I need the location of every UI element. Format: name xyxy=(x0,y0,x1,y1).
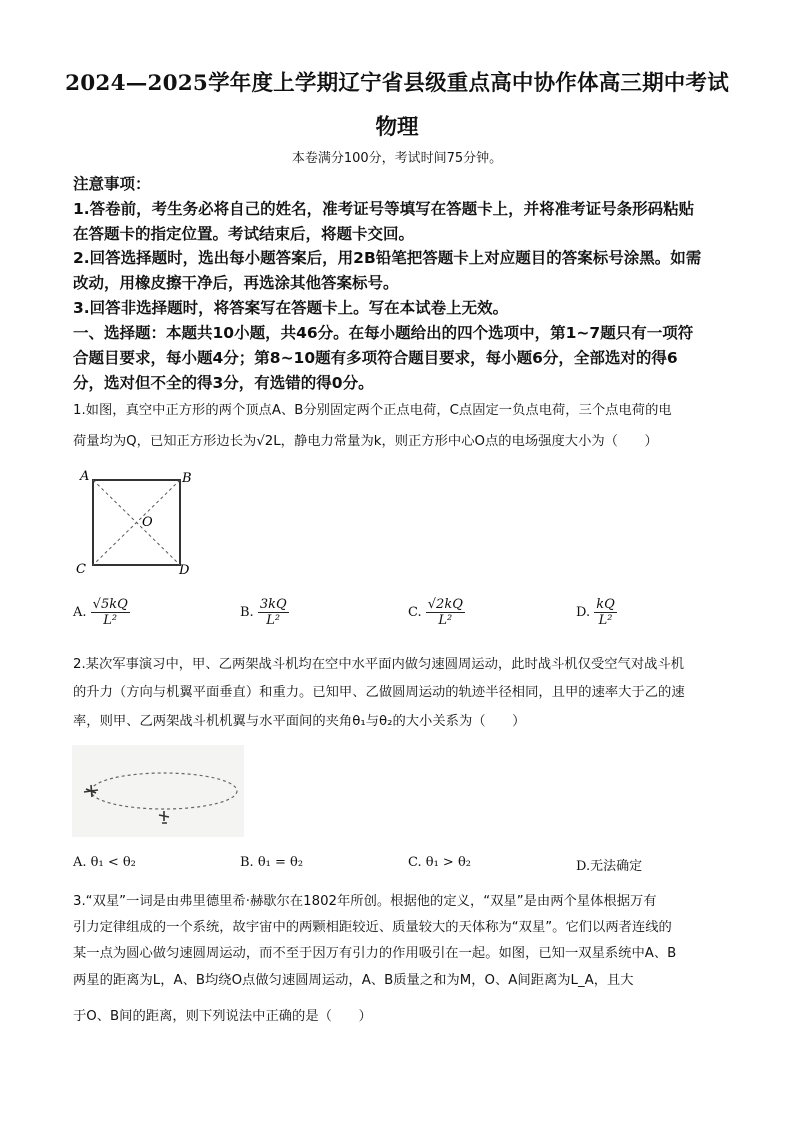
q3-line-1: 3.“双星”一词是由弗里德里希·赫歇尔在1802年所创。根据他的定义，“双星”是由两个星体根据万有 xyxy=(73,894,657,909)
q2-option-a[interactable]: A. θ₁ < θ₂ xyxy=(73,855,136,870)
fraction-denominator: L² xyxy=(598,613,613,628)
option-key: C. xyxy=(408,605,422,620)
section1-line-2: 合题目要求，每小题4分；第8~10题有多项符合题目要求，每小题6分，全部选对的得6 xyxy=(73,349,678,367)
q1-square-figure xyxy=(72,466,197,581)
notes-line-4: 改动，用橡皮擦干净后，再选涂其他答案标号。 xyxy=(73,274,399,292)
q2-line-1: 2.某次军事演习中，甲、乙两架战斗机均在空中水平面内做匀速圆周运动，此时战斗机仅受空气对战斗机 xyxy=(73,657,685,672)
section1-line-3: 分，选对但不全的得3分，有选错的得0分。 xyxy=(73,374,374,392)
fraction-denominator: L² xyxy=(266,613,281,628)
fraction-denominator: L² xyxy=(103,613,118,628)
notes-heading: 注意事项： xyxy=(73,175,151,193)
notes-line-1: 1.答卷前，考生务必将自己的姓名，准考证号等填写在答题卡上，并将准考证号条形码粘贴 xyxy=(73,200,695,218)
vertex-label-b: B xyxy=(182,471,192,486)
vertex-label-c: C xyxy=(76,562,86,577)
notes-line-5: 3.回答非选择题时，将答案写在答题卡上。写在本试卷上无效。 xyxy=(73,299,509,317)
q1-option-b[interactable] xyxy=(240,597,289,628)
section1-line-1: 一、选择题：本题共10小题，共46分。在每小题给出的四个选项中，第1~7题只有一项符 xyxy=(73,324,694,342)
vertex-label-a: A xyxy=(80,469,90,484)
fraction-denominator: L² xyxy=(438,613,453,628)
q3-line-5: 于O、B间的距离，则下列说法中正确的是（ ） xyxy=(73,1009,372,1024)
notes-line-2: 在答题卡的指定位置。考试结束后，将题卡交回。 xyxy=(73,225,415,243)
option-key: B. xyxy=(240,605,254,620)
q1-option-d[interactable] xyxy=(576,597,617,628)
option-fraction xyxy=(594,597,617,628)
q3-line-2: 引力定律组成的一个系统，故宇宙中的两颗相距较近、质量较大的天体称为“双星”。它们以两者连线的 xyxy=(73,920,672,935)
fraction-numerator: kQ xyxy=(596,597,615,612)
q2-line-3: 率，则甲、乙两架战斗机机翼与水平面间的夹角θ₁与θ₂的大小关系为（ ） xyxy=(73,714,526,729)
q2-orbit-figure xyxy=(72,745,244,837)
q1-line-2: 荷量均为Q，已知正方形边长为√2L，静电力常量为k，则正方形中心O点的电场强度大小为（ ） xyxy=(73,434,658,449)
option-key: D. xyxy=(576,605,591,620)
option-fraction xyxy=(91,597,130,628)
exam-title: 2024—2025学年度上学期辽宁省县级重点高中协作体高三期中考试 xyxy=(65,71,729,96)
vertex-label-d: D xyxy=(179,563,190,578)
exam-subject: 物理 xyxy=(375,115,419,140)
q2-option-b[interactable]: B. θ₁ = θ₂ xyxy=(240,855,304,870)
q2-option-d[interactable]: D.无法确定 xyxy=(576,859,643,874)
q2-option-c[interactable]: C. θ₁ > θ₂ xyxy=(408,855,471,870)
figure-background xyxy=(72,745,244,837)
fraction-numerator: √2kQ xyxy=(427,597,463,612)
q3-line-4: 两星的距离为L，A、B均绕O点做匀速圆周运动，A、B质量之和为M，O、A间距离为L_A，且大 xyxy=(73,973,634,988)
q1-option-a[interactable] xyxy=(73,597,130,628)
q1-option-c[interactable] xyxy=(408,597,465,628)
q3-line-3: 某一点为圆心做匀速圆周运动，而不至于因万有引力的作用吸引在一起。如图，已知一双星系统中A、B xyxy=(73,946,677,961)
notes-line-3: 2.回答选择题时，选出每小题答案后，用2B铅笔把答题卡上对应题目的答案标号涂黑。如需 xyxy=(73,249,702,267)
option-key: A. xyxy=(73,605,87,620)
fraction-numerator: √5kQ xyxy=(92,597,128,612)
option-fraction xyxy=(426,597,465,628)
exam-subtitle: 本卷满分100分，考试时间75分钟。 xyxy=(291,151,503,166)
center-label-o: O xyxy=(142,515,153,530)
option-fraction xyxy=(258,597,289,628)
fraction-numerator: 3kQ xyxy=(259,597,287,612)
q1-line-1: 1.如图，真空中正方形的两个顶点A、B分别固定两个正点电荷，C点固定一负点电荷，三个点电荷的电 xyxy=(73,403,672,418)
q2-line-2: 的升力（方向与机翼平面垂直）和重力。已知甲、乙做圆周运动的轨迹半径相同，且甲的速率大于乙的速 xyxy=(73,685,685,700)
